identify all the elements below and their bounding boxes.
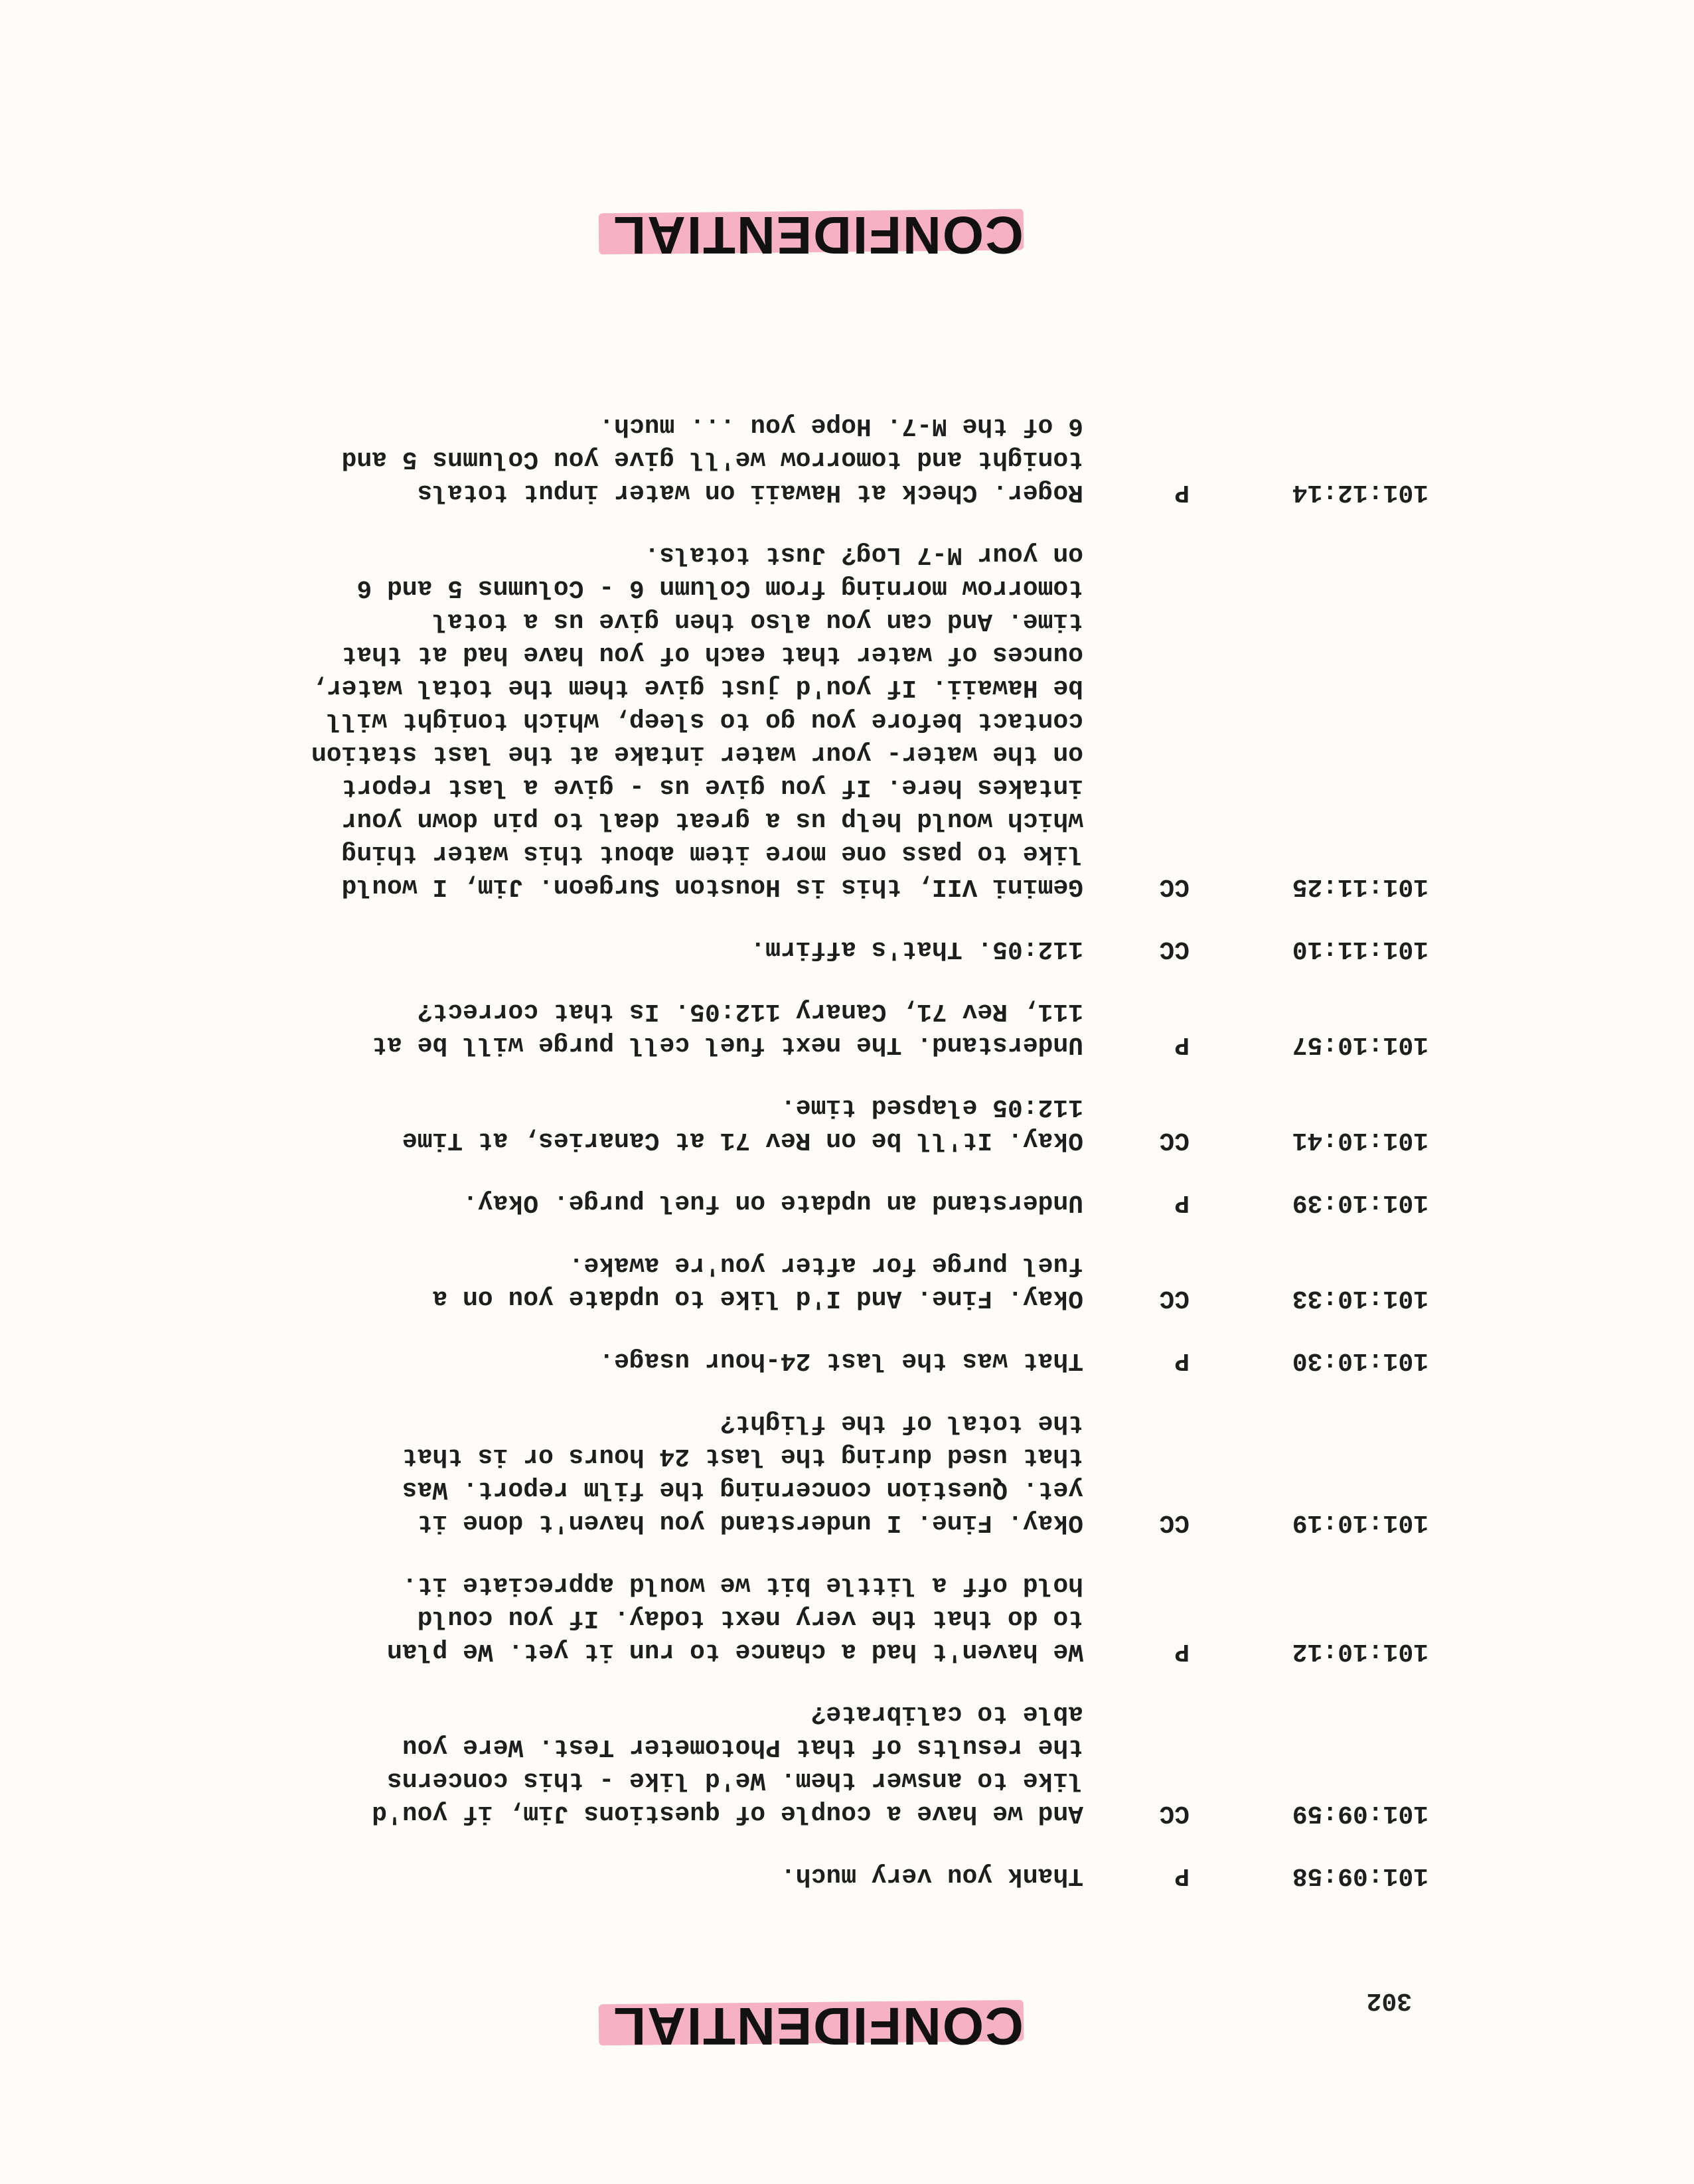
speaker: CC [1159,1126,1190,1154]
transcript-entry [234,538,1428,903]
entry-text: Okay. Fine. And I'd like to update you on a fuel purge for after you're awake. [432,1251,1083,1312]
entry-text: Understand. The next fuel cell purge will be at 111, Rev 71, Canary 112:05. Is that correct? [372,997,1083,1059]
entry-text: Thank you very much. [780,1861,1083,1890]
timestamp: 101:11:25 [1292,872,1428,901]
timestamp: 101:11:10 [1292,935,1428,963]
timestamp: 101:10:33 [1292,1284,1428,1312]
speaker: P [1174,478,1190,507]
transcript-entry [234,1697,1428,1830]
timestamp: 101:12:14 [1292,478,1428,507]
speaker: CC [1159,1799,1190,1828]
speaker: P [1174,1637,1190,1666]
entry-text: And we have a couple of questions Jim, if you'd like to answer them. We'd like - this concerns the results of that Photometer Test. Were you able to calibrate? [372,1699,1083,1828]
page-number: 302 [1366,1986,1412,2015]
transcript-entry [234,1248,1428,1314]
entry-text: Gemini VII, this is Houston Surgeon. Jim, I would like to pass one more item about this water thing which would help us a great deal to pin down your intakes here. If you give us - give a last report on the water- your water intake at the last station contact before you go to sleep, which tonight will be Hawaii. If you'd just give them the total water, ounces of water that each of you have had at that time. And can you also then give us a total tomorrow morning from Column 6 - Columns 5 and 6 on your M-7 Log? Just totals. [311,540,1083,901]
entry-text: Roger. Check at Hawaii on water input totals tonight and tomorrow we'll give you Columns 5 and 6 of the M-7. Hope you ... much. [341,412,1083,507]
speaker: P [1174,1030,1190,1059]
transcript-entry [234,1090,1428,1156]
timestamp: 101:09:58 [1292,1861,1428,1890]
transcript-entry [234,1406,1428,1539]
entry-text: Okay. It'll be on Rev 71 at Canaries, at Time 112:05 elapsed time. [402,1093,1083,1154]
transcript [234,380,1428,1892]
speaker: CC [1159,1508,1190,1537]
speaker: CC [1159,1284,1190,1312]
transcript-entry [234,1568,1428,1668]
entry-text: Okay. Fine. I understand you haven't done it yet. Question concerning the film report. Was that used during the last 24 hours or is that the total of the flight? [402,1409,1083,1537]
transcript-entry [234,409,1428,508]
entry-text: 112:05. That's affirm. [750,935,1083,963]
entry-text: We haven't had a chance to run it yet. We plan to do that the very next today. If you could hold off a little bit we would appreciate it. [387,1571,1083,1666]
confidential-stamp-top [605,1995,1030,2057]
stamp-text: CONFIDENTIAL [612,1997,1024,2056]
confidential-stamp-bottom [605,204,1030,266]
speaker: P [1174,1861,1190,1890]
timestamp: 101:10:19 [1292,1508,1428,1537]
speaker: CC [1159,935,1190,963]
transcript-entry [234,1859,1428,1892]
timestamp: 101:10:30 [1292,1346,1428,1375]
timestamp: 101:10:41 [1292,1126,1428,1154]
transcript-entry [234,994,1428,1061]
speaker: CC [1159,872,1190,901]
timestamp: 101:10:12 [1292,1637,1428,1666]
transcript-entry [234,1344,1428,1377]
transcript-entry [234,932,1428,965]
stamp-text: CONFIDENTIAL [612,206,1024,265]
timestamp: 101:10:39 [1292,1188,1428,1217]
entry-text: Understand an update on fuel purge. Okay. [463,1188,1083,1217]
entry-text: That was the last 24-hour usage. [599,1346,1083,1375]
transcript-entry [234,1186,1428,1219]
speaker: P [1174,1188,1190,1217]
speaker: P [1174,1346,1190,1375]
timestamp: 101:10:57 [1292,1030,1428,1059]
timestamp: 101:09:59 [1292,1799,1428,1828]
